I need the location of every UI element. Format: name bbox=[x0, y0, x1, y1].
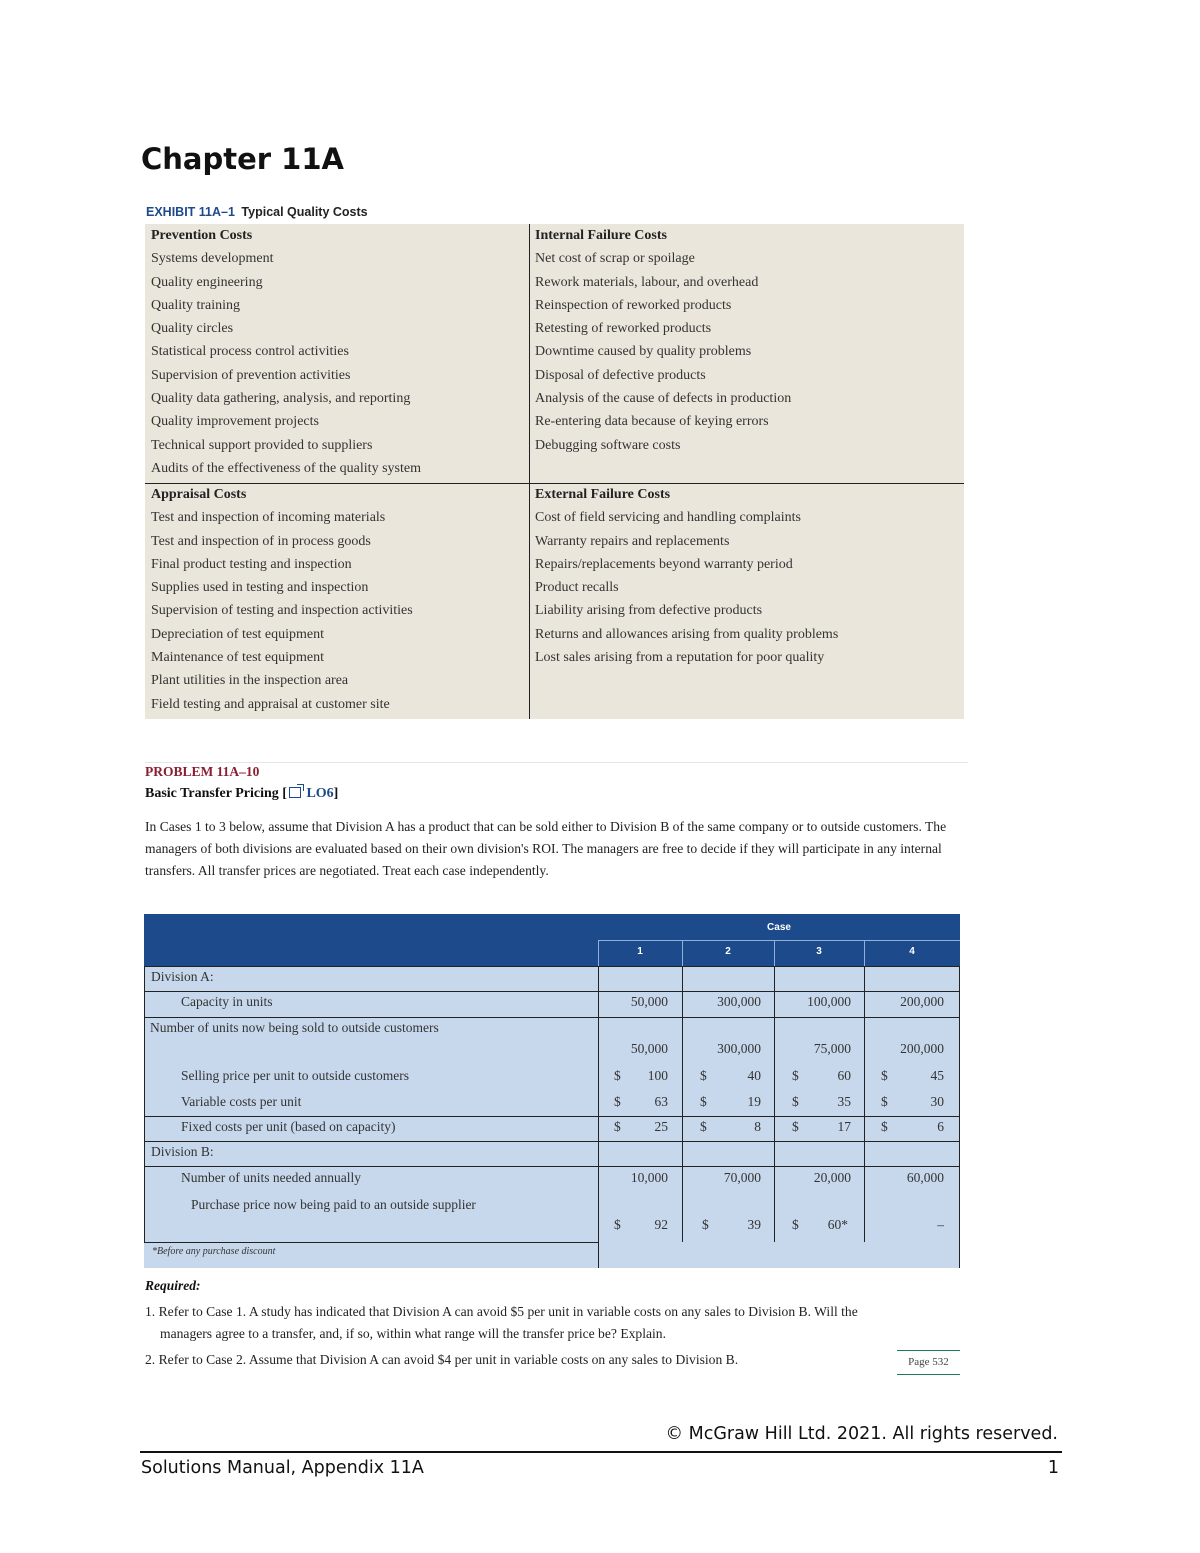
table-cell: 25 bbox=[654, 1119, 668, 1134]
table-cell: 63 bbox=[654, 1094, 668, 1109]
dollar-sign: $ bbox=[881, 1094, 888, 1109]
list-item: Reinspection of reworked products bbox=[535, 297, 732, 313]
table-cell: 300,000 bbox=[717, 994, 761, 1009]
table-cell: 75,000 bbox=[813, 1041, 851, 1056]
header-divider bbox=[598, 940, 960, 941]
external-failure-costs-heading: External Failure Costs bbox=[535, 487, 671, 502]
required-item-1 bbox=[145, 1301, 965, 1345]
dollar-sign: $ bbox=[614, 1068, 621, 1083]
quality-costs-table bbox=[145, 224, 964, 719]
table-cell: 70,000 bbox=[723, 1170, 761, 1185]
section-divider bbox=[145, 762, 968, 763]
table-cell: 30 bbox=[930, 1094, 944, 1109]
table-cell: 92 bbox=[654, 1217, 668, 1232]
list-item: Quality data gathering, analysis, and reporting bbox=[151, 391, 411, 407]
grid-line bbox=[144, 966, 960, 967]
exhibit-title bbox=[146, 205, 368, 219]
transfer-pricing-table bbox=[144, 914, 960, 1268]
list-item: Re-entering data because of keying errors bbox=[535, 414, 769, 430]
case-number: 3 bbox=[816, 946, 822, 957]
case-number: 4 bbox=[909, 946, 915, 957]
table-cell: 100,000 bbox=[807, 994, 851, 1009]
dollar-sign: $ bbox=[792, 1094, 799, 1109]
list-item: Maintenance of test equipment bbox=[151, 650, 324, 666]
prevention-costs-heading: Prevention Costs bbox=[151, 228, 253, 243]
problem-title-close: ] bbox=[333, 786, 339, 801]
list-item: Technical support provided to suppliers bbox=[151, 437, 373, 453]
list-item: Field testing and appraisal at customer site bbox=[151, 696, 390, 712]
grid-line bbox=[144, 1116, 960, 1117]
table-cell: 60 bbox=[837, 1068, 851, 1083]
table-cell: 20,000 bbox=[813, 1170, 851, 1185]
internal-failure-costs-heading: Internal Failure Costs bbox=[535, 228, 667, 243]
required-item-1-line-1: 1. Refer to Case 1. A study has indicated that Division A can avoid $5 per unit in variable costs on any sales to Division B. Will the bbox=[145, 1304, 858, 1319]
table-cell: 50,000 bbox=[630, 1041, 668, 1056]
table-cell: 200,000 bbox=[900, 994, 944, 1009]
list-item: Quality circles bbox=[151, 321, 234, 337]
required-item-1-line-2: managers agree to a transfer, and, if so, within what range will the transfer price be? Explain. bbox=[160, 1326, 667, 1341]
table-cell: 10,000 bbox=[630, 1170, 668, 1185]
problem-intro: In Cases 1 to 3 below, assume that Division A has a product that can be sold either to Division B of the same company or to outside customers. The managers of both divisions are evaluated based on their own division's ROI. The managers are free to decide if they will participate in any internal transfers. All transfer prices are negotiated. Treat each case independently. bbox=[145, 819, 947, 878]
list-item: Liability arising from defective products bbox=[535, 603, 763, 619]
grid-line bbox=[959, 966, 960, 1268]
list-item: Supplies used in testing and inspection bbox=[151, 580, 369, 596]
list-item: Downtime caused by quality problems bbox=[535, 344, 752, 360]
dollar-sign: $ bbox=[614, 1217, 621, 1232]
table-cell: 300,000 bbox=[717, 1041, 761, 1056]
list-item: Quality improvement projects bbox=[151, 414, 319, 430]
selling-price-label: Selling price per unit to outside customers bbox=[181, 1068, 409, 1083]
table-cell: 60,000 bbox=[906, 1170, 944, 1185]
external-link-icon[interactable] bbox=[289, 787, 301, 798]
list-item: Systems development bbox=[151, 251, 274, 267]
list-item: Lost sales arising from a reputation for poor quality bbox=[535, 650, 825, 666]
units-needed-label: Number of units needed annually bbox=[181, 1170, 361, 1185]
footer-title: Solutions Manual, Appendix 11A bbox=[141, 1458, 424, 1478]
chapter-title: Chapter 11A bbox=[141, 142, 344, 176]
division-a-label: Division A: bbox=[151, 969, 214, 984]
list-item: Final product testing and inspection bbox=[151, 556, 352, 572]
dollar-sign: $ bbox=[700, 1119, 707, 1134]
table-cell: 6 bbox=[937, 1119, 944, 1134]
problem-title bbox=[145, 786, 338, 802]
appraisal-costs-column bbox=[151, 483, 413, 716]
purchase-price-label: Purchase price now being paid to an outside supplier bbox=[191, 1197, 476, 1212]
exhibit-label: EXHIBIT 11A–1 bbox=[146, 205, 235, 219]
table-cell: 100 bbox=[647, 1068, 668, 1083]
dollar-sign: $ bbox=[702, 1217, 709, 1232]
table-cell: 45 bbox=[930, 1068, 944, 1083]
case-number: 2 bbox=[725, 946, 731, 957]
variable-costs-label: Variable costs per unit bbox=[181, 1094, 302, 1109]
list-item: Audits of the effectiveness of the quality system bbox=[151, 460, 421, 476]
learning-objective-link[interactable]: LO6 bbox=[306, 786, 334, 801]
list-item: Cost of field servicing and handling complaints bbox=[535, 510, 801, 526]
internal-failure-costs-column bbox=[535, 224, 791, 457]
list-item: Disposal of defective products bbox=[535, 367, 706, 383]
list-item: Debugging software costs bbox=[535, 437, 681, 453]
list-item: Supervision of testing and inspection activities bbox=[151, 603, 413, 619]
list-item: Retesting of reworked products bbox=[535, 321, 712, 337]
dollar-sign: $ bbox=[614, 1119, 621, 1134]
dollar-sign: $ bbox=[881, 1068, 888, 1083]
list-item: Returns and allowances arising from quality problems bbox=[535, 626, 839, 642]
grid-line bbox=[144, 966, 145, 1243]
appraisal-costs-heading: Appraisal Costs bbox=[151, 487, 247, 502]
table-cell: 17 bbox=[837, 1119, 851, 1134]
grid-line bbox=[144, 1141, 960, 1142]
problem-title-text: Basic Transfer Pricing [ bbox=[145, 786, 287, 801]
list-item: Plant utilities in the inspection area bbox=[151, 673, 349, 689]
grid-line bbox=[144, 1242, 598, 1243]
list-item: Quality training bbox=[151, 297, 241, 313]
list-item: Supervision of prevention activities bbox=[151, 367, 351, 383]
column-divider bbox=[529, 224, 530, 719]
required-item-2: 2. Refer to Case 2. Assume that Division A can avoid $4 per unit in variable costs on any sales to Division B. bbox=[145, 1352, 739, 1367]
table-cell: 50,000 bbox=[630, 994, 668, 1009]
dollar-sign: $ bbox=[792, 1068, 799, 1083]
table-cell: 8 bbox=[754, 1119, 761, 1134]
list-item: Repairs/replacements beyond warranty period bbox=[535, 556, 793, 572]
exhibit-caption: Typical Quality Costs bbox=[241, 205, 368, 219]
table-cell: – bbox=[937, 1217, 944, 1232]
division-b-label: Division B: bbox=[151, 1144, 214, 1159]
case-number: 1 bbox=[637, 946, 643, 957]
page-number: 1 bbox=[1047, 1458, 1059, 1478]
list-item: Rework materials, labour, and overhead bbox=[535, 274, 759, 290]
page-reference-badge: Page 532 bbox=[897, 1350, 960, 1375]
fixed-costs-label: Fixed costs per unit (based on capacity) bbox=[181, 1119, 396, 1134]
dollar-sign: $ bbox=[792, 1217, 799, 1232]
table-footnote: *Before any purchase discount bbox=[152, 1246, 276, 1257]
dollar-sign: $ bbox=[881, 1119, 888, 1134]
table-cell: 19 bbox=[747, 1094, 761, 1109]
dollar-sign: $ bbox=[614, 1094, 621, 1109]
table-cell: 40 bbox=[747, 1068, 761, 1083]
dollar-sign: $ bbox=[700, 1094, 707, 1109]
list-item: Test and inspection of incoming materials bbox=[151, 510, 386, 526]
list-item: Net cost of scrap or spoilage bbox=[535, 251, 695, 267]
prevention-costs-column bbox=[151, 224, 421, 480]
grid-line bbox=[144, 1166, 960, 1167]
case-header: Case bbox=[767, 922, 791, 933]
table-cell: 60* bbox=[827, 1217, 848, 1232]
footer-divider bbox=[140, 1451, 1062, 1453]
dollar-sign: $ bbox=[792, 1119, 799, 1134]
units-sold-label: Number of units now being sold to outside customers bbox=[150, 1020, 439, 1035]
copyright-notice: © McGraw Hill Ltd. 2021. All rights reserved. bbox=[665, 1424, 1058, 1444]
problem-number: PROBLEM 11A–10 bbox=[145, 764, 260, 779]
list-item: Warranty repairs and replacements bbox=[535, 533, 730, 549]
table-cell: 200,000 bbox=[900, 1041, 944, 1056]
external-failure-costs-column bbox=[535, 483, 838, 669]
grid-line bbox=[144, 991, 960, 992]
list-item: Product recalls bbox=[535, 580, 619, 596]
capacity-label: Capacity in units bbox=[181, 994, 273, 1009]
required-heading: Required: bbox=[145, 1278, 201, 1293]
list-item: Test and inspection of in process goods bbox=[151, 533, 371, 549]
list-item: Statistical process control activities bbox=[151, 344, 349, 360]
list-item: Analysis of the cause of defects in production bbox=[535, 391, 792, 407]
grid-line bbox=[144, 1017, 960, 1018]
table-cell: 39 bbox=[747, 1217, 761, 1232]
table-cell: 35 bbox=[837, 1094, 851, 1109]
dollar-sign: $ bbox=[700, 1068, 707, 1083]
list-item: Quality engineering bbox=[151, 274, 263, 290]
list-item: Depreciation of test equipment bbox=[151, 626, 324, 642]
